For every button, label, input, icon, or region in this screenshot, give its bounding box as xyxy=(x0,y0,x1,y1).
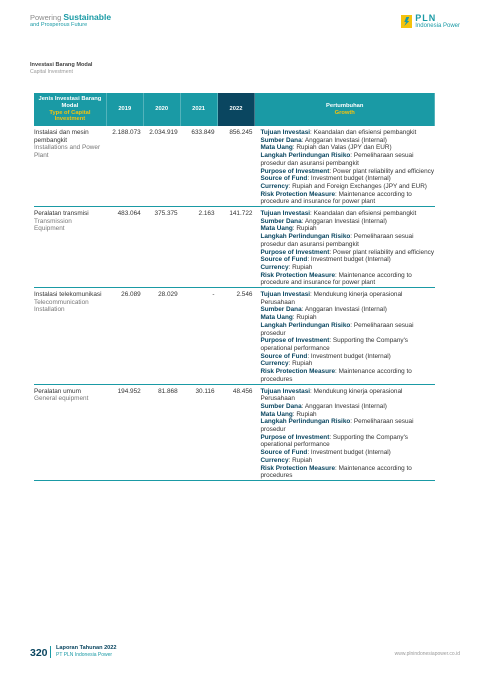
growth-text: Investment budget (Internal) xyxy=(310,449,391,457)
growth-text: Investment budget (Internal) xyxy=(310,175,391,183)
growth-separator: : xyxy=(288,360,293,368)
growth-line xyxy=(260,233,435,248)
growth-separator: : xyxy=(329,337,333,345)
value-2022: 48.456 xyxy=(232,387,253,395)
growth-separator: : xyxy=(350,321,354,329)
growth-separator: : xyxy=(292,225,297,233)
growth-line xyxy=(260,322,435,337)
growth-text: Pemeliharaan sesuai prosedur dan asuransi pembangkit xyxy=(260,233,414,248)
growth-line xyxy=(260,210,435,218)
growth-separator: : xyxy=(335,190,339,198)
growth-text: Anggaran Investasi (Internal) xyxy=(304,402,387,410)
growth-separator: : xyxy=(350,418,354,426)
growth-details xyxy=(255,210,435,287)
growth-line xyxy=(260,360,435,368)
growth-separator: : xyxy=(307,256,311,264)
table-header xyxy=(34,93,435,126)
investment-type-id: Instalasi telekomunikasi xyxy=(34,291,102,299)
growth-label: Sumber Dana xyxy=(260,217,302,225)
growth-separator: : xyxy=(292,410,297,418)
growth-text: Rupiah dan Valas (JPY dan EUR) xyxy=(296,144,392,152)
growth-label: Purpose of Investment xyxy=(260,167,330,175)
growth-label: Currency xyxy=(260,182,289,190)
value-2021: 633.849 xyxy=(191,129,215,136)
growth-label: Langkah Perlindungan Risiko xyxy=(260,321,351,329)
growth-separator: : xyxy=(307,449,311,457)
growth-label: Source of Fund xyxy=(260,352,308,360)
growth-label: Risk Protection Measure xyxy=(260,368,336,376)
growth-separator: : xyxy=(335,368,339,376)
growth-line xyxy=(260,388,435,403)
growth-line xyxy=(260,457,435,465)
investment-type xyxy=(34,291,107,383)
section-title xyxy=(30,62,92,76)
growth-label: Sumber Dana xyxy=(260,306,302,314)
investment-type-id: Peralatan umum xyxy=(34,387,81,395)
growth-separator: : xyxy=(350,233,354,241)
growth-text: Maintenance according to procedure and insurance for power plant xyxy=(260,190,412,206)
logo-name: PLN xyxy=(415,13,437,23)
growth-line xyxy=(260,168,435,176)
growth-text: Rupiah xyxy=(292,263,313,271)
value-2022: 856.245 xyxy=(229,129,253,136)
growth-separator: : xyxy=(335,271,339,279)
table-row xyxy=(34,126,435,207)
growth-line xyxy=(260,449,435,457)
footer-company: PT PLN Indonesia Power xyxy=(56,652,113,658)
growth-text: Pemeliharaan sesuai prosedur xyxy=(260,418,414,434)
header-year-2019: 2019 xyxy=(107,93,144,126)
growth-label: Source of Fund xyxy=(260,256,308,264)
page-footer xyxy=(30,642,460,662)
table-row xyxy=(34,288,435,384)
growth-line xyxy=(260,264,435,272)
growth-text: Maintenance according to procedures xyxy=(260,464,412,480)
growth-line xyxy=(260,465,435,480)
investment-type xyxy=(34,388,107,480)
growth-text: Maintenance according to procedure and insurance for power plant xyxy=(260,271,412,287)
growth-line xyxy=(260,137,435,145)
growth-text: Rupiah xyxy=(296,410,317,418)
growth-text: Investment budget (Internal) xyxy=(310,352,391,360)
value-2020: 375.375 xyxy=(154,210,178,218)
growth-separator: : xyxy=(307,352,311,360)
growth-label: Tujuan Investasi xyxy=(260,291,311,299)
growth-line xyxy=(260,306,435,314)
growth-label: Tujuan Investasi xyxy=(260,129,311,136)
growth-line xyxy=(260,353,435,361)
growth-label: Source of Fund xyxy=(260,175,308,183)
growth-separator: : xyxy=(301,306,305,314)
growth-separator: : xyxy=(307,175,311,183)
growth-label: Mata Uang xyxy=(260,314,293,322)
tagline-highlight: Sustainable xyxy=(63,12,112,22)
growth-separator: : xyxy=(288,182,293,190)
growth-separator: : xyxy=(288,456,293,464)
growth-separator: : xyxy=(335,464,339,472)
growth-details xyxy=(255,388,435,480)
growth-label: Purpose of Investment xyxy=(260,248,330,256)
growth-label: Currency xyxy=(260,263,289,271)
growth-label: Langkah Perlindungan Risiko xyxy=(260,233,351,241)
growth-line xyxy=(260,314,435,322)
header-year-2021: 2021 xyxy=(181,93,218,126)
growth-label: Mata Uang xyxy=(260,225,293,233)
growth-text: Supporting the Company's operational performance xyxy=(260,433,409,449)
investment-type-en: Telecommunication Installation xyxy=(34,298,89,314)
table-row xyxy=(34,385,435,481)
growth-label: Source of Fund xyxy=(260,449,308,457)
growth-label: Langkah Perlindungan Risiko xyxy=(260,152,351,160)
growth-line xyxy=(260,183,435,191)
growth-label: Risk Protection Measure xyxy=(260,190,336,198)
growth-text: Power plant reliability and efficiency xyxy=(332,167,435,175)
growth-label: Tujuan Investasi xyxy=(260,210,311,218)
tagline-sub: and Prosperous Future xyxy=(30,22,88,28)
growth-line xyxy=(260,152,435,167)
growth-separator: : xyxy=(310,210,314,218)
growth-separator: : xyxy=(350,152,354,160)
investment-type-id: Instalasi dan mesin pembangkit xyxy=(34,129,89,144)
growth-text: Pemeliharaan sesuai prosedur dan asuransi pembangkit xyxy=(260,152,414,167)
growth-separator: : xyxy=(301,217,305,225)
growth-separator: : xyxy=(329,433,333,441)
header-investment-type: Jenis Investasi Barang Modal Type of Capital Investment xyxy=(34,93,107,126)
growth-line xyxy=(260,272,435,287)
investment-type-en: Installations and Power Plant xyxy=(34,144,101,160)
investment-type-en: General equipment xyxy=(34,395,89,403)
growth-separator: : xyxy=(301,136,305,144)
growth-text: Keandalan dan efisiensi pembangkit xyxy=(313,210,417,218)
value-2021: - xyxy=(212,291,215,299)
growth-details xyxy=(255,291,435,383)
growth-separator: : xyxy=(301,402,305,410)
growth-label: Purpose of Investment xyxy=(260,433,330,441)
pln-lightning-icon xyxy=(401,15,412,28)
investment-type xyxy=(34,210,107,287)
growth-label: Sumber Dana xyxy=(260,136,302,144)
growth-details xyxy=(255,129,435,206)
footer-divider xyxy=(50,646,51,658)
growth-separator: : xyxy=(329,167,333,175)
growth-line xyxy=(260,144,435,152)
growth-text: Pemeliharaan sesuai prosedur xyxy=(260,321,414,337)
growth-text: Keandalan dan efisiensi pembangkit xyxy=(313,129,417,136)
growth-text: Maintenance according to procedures xyxy=(260,368,412,383)
growth-label: Tujuan Investasi xyxy=(260,387,311,395)
growth-separator: : xyxy=(310,291,314,299)
header-year-2020: 2020 xyxy=(144,93,181,126)
value-2019: 483.064 xyxy=(117,210,141,218)
growth-label: Sumber Dana xyxy=(260,402,302,410)
growth-line xyxy=(260,411,435,419)
investment-type xyxy=(34,129,107,206)
value-2019: 2.188.073 xyxy=(112,129,141,136)
section-title-sub: Capital Investment xyxy=(30,69,73,75)
growth-text: Anggaran Investasi (Internal) xyxy=(304,217,387,225)
value-2021: 2.163 xyxy=(198,210,215,218)
growth-label: Mata Uang xyxy=(260,410,293,418)
growth-text: Anggaran Investasi (Internal) xyxy=(304,136,387,144)
value-2019: 26.089 xyxy=(121,291,141,299)
header-growth: Pertumbuhan Growth xyxy=(255,93,435,126)
section-title-main: Investasi Barang Modal xyxy=(30,62,93,68)
growth-separator: : xyxy=(292,144,297,152)
footer-report-title: Laporan Tahunan 2022 xyxy=(56,645,117,651)
footer-website: www.plnindonesiapower.co.id xyxy=(394,651,460,657)
growth-text: Anggaran Investasi (Internal) xyxy=(304,306,387,314)
growth-line xyxy=(260,291,435,306)
growth-label: Purpose of Investment xyxy=(260,337,330,345)
logo-sub: Indonesia Power xyxy=(415,23,460,29)
tagline-prefix: Powering xyxy=(30,13,64,22)
growth-line xyxy=(260,175,435,183)
page-header xyxy=(30,13,460,43)
growth-line xyxy=(260,249,435,257)
growth-line xyxy=(260,403,435,411)
growth-line xyxy=(260,368,435,383)
growth-label: Currency xyxy=(260,456,289,464)
growth-line xyxy=(260,129,435,137)
capital-investment-table xyxy=(34,93,435,481)
company-logo xyxy=(401,14,460,36)
growth-separator: : xyxy=(310,129,314,136)
value-2021: 30.116 xyxy=(195,387,215,395)
growth-text: Rupiah xyxy=(296,225,317,233)
value-2020: 2.034.919 xyxy=(149,129,178,136)
value-2022: 141.722 xyxy=(229,210,253,218)
value-2019: 194.952 xyxy=(117,387,141,395)
growth-line xyxy=(260,434,435,449)
tagline xyxy=(30,13,460,29)
value-2022: 2.546 xyxy=(236,291,253,299)
growth-text: Mendukung kinerja operasional Perusahaan xyxy=(260,291,403,306)
growth-line xyxy=(260,337,435,352)
growth-text: Rupiah xyxy=(296,314,317,322)
growth-text: Rupiah xyxy=(292,456,313,464)
table-body xyxy=(34,126,435,481)
investment-type-id: Peralatan transmisi xyxy=(34,210,89,218)
growth-text: Rupiah xyxy=(292,360,313,368)
value-2020: 81.868 xyxy=(158,387,178,395)
growth-separator: : xyxy=(292,314,297,322)
growth-separator: : xyxy=(310,387,314,395)
growth-separator: : xyxy=(288,263,293,271)
growth-line xyxy=(260,225,435,233)
growth-text: Power plant reliability and efficiency xyxy=(332,248,435,256)
growth-line xyxy=(260,218,435,226)
growth-label: Currency xyxy=(260,360,289,368)
table-row xyxy=(34,207,435,288)
growth-label: Risk Protection Measure xyxy=(260,464,336,472)
growth-line xyxy=(260,418,435,433)
growth-line xyxy=(260,256,435,264)
growth-label: Risk Protection Measure xyxy=(260,271,336,279)
page-number: 320 xyxy=(30,647,48,659)
growth-text: Investment budget (Internal) xyxy=(310,256,391,264)
growth-label: Mata Uang xyxy=(260,144,293,152)
header-year-2022: 2022 xyxy=(218,93,256,126)
value-2020: 28.029 xyxy=(158,291,178,299)
growth-separator: : xyxy=(329,248,333,256)
growth-text: Mendukung kinerja operasional Perusahaan xyxy=(260,387,403,403)
growth-line xyxy=(260,191,435,206)
growth-label: Langkah Perlindungan Risiko xyxy=(260,418,351,426)
growth-text: Supporting the Company's operational performance xyxy=(260,337,409,352)
growth-text: Rupiah and Foreign Exchanges (JPY and EUR) xyxy=(292,182,427,190)
investment-type-en: Transmission Equipment xyxy=(34,217,72,233)
